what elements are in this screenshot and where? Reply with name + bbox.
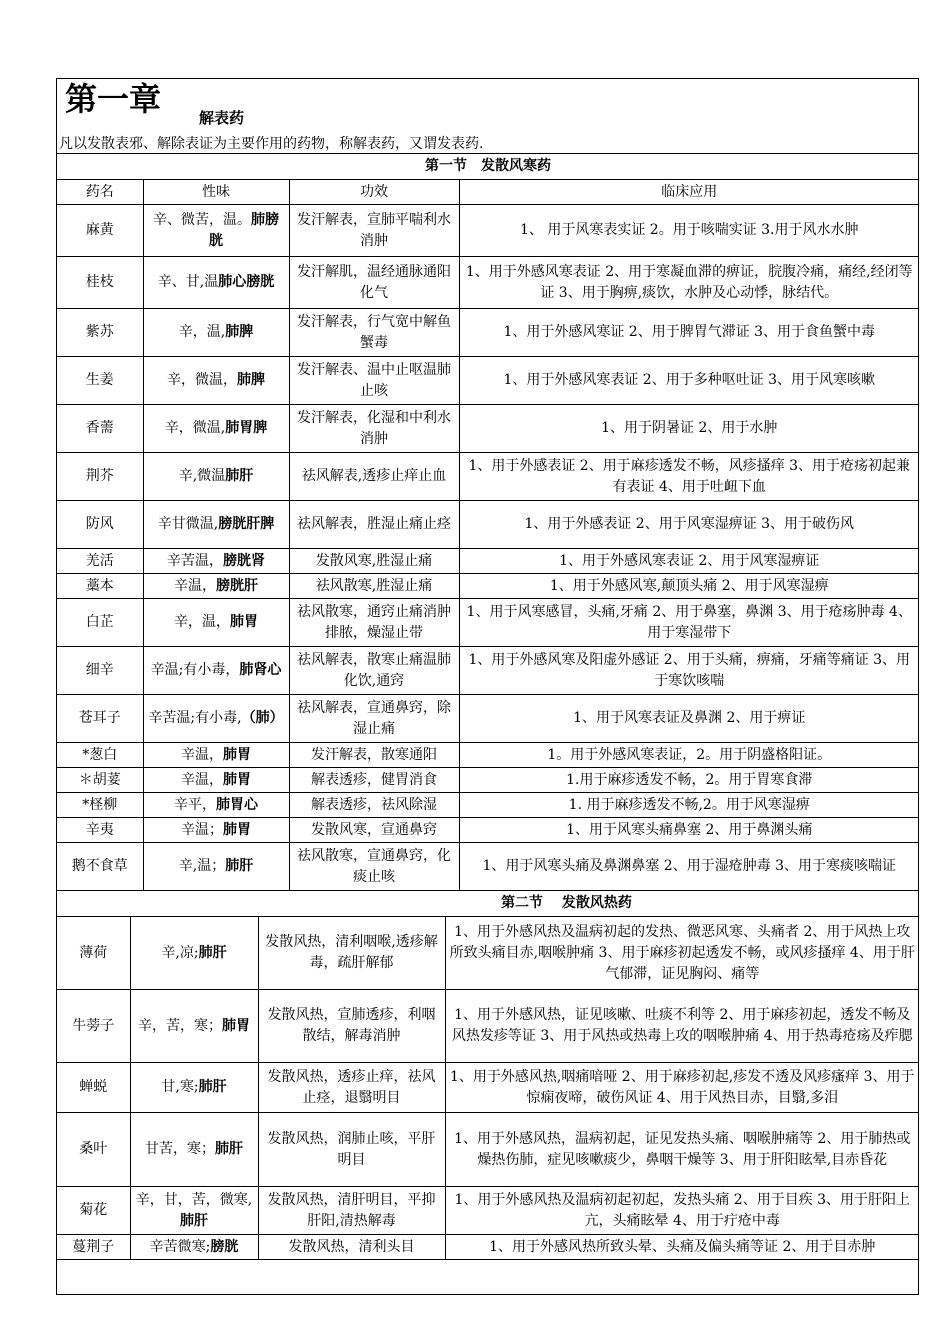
herb-meridian: （肺） (241, 710, 284, 726)
herb-taste: 辛温； (181, 821, 223, 838)
herb-taste: 辛温， (174, 577, 216, 594)
herb-meridian: 肺肾心 (239, 662, 282, 678)
table-row (57, 357, 919, 405)
herb-taste-meridian (143, 357, 289, 405)
herb-name: 鹅不食草 (57, 843, 143, 891)
table-row (57, 917, 919, 990)
herb-taste: 辛,凉; (161, 944, 199, 961)
herb-clinical-use: 1、用于外感风寒,颠顶头痛 2、用于风寒湿痹 (459, 574, 919, 599)
herb-taste-meridian (130, 1063, 258, 1113)
herb-taste-meridian (143, 574, 289, 599)
table-row (57, 843, 919, 891)
herb-taste: 辛温， (181, 771, 223, 788)
herb-name: *葱白 (57, 743, 143, 768)
herb-taste-meridian (143, 647, 289, 695)
herb-clinical-use: 1、用于外感风寒表证 2、用于多种呕吐证 3、用于风寒咳嗽 (459, 357, 919, 405)
herb-clinical-use: 1、用于外感表证 2、用于麻疹透发不畅，风疹搔痒 3、用于疮疡初起兼有表证 4、用于吐衄下血 (459, 453, 919, 501)
herb-effect: 发散风热，透疹止痒，祛风止痉，退翳明目 (258, 1063, 445, 1113)
herb-name: ＊胡荽 (57, 768, 143, 793)
herb-name: 蝉蜕 (57, 1063, 130, 1113)
table-header-row (57, 180, 919, 205)
herb-name: 薄荷 (57, 917, 130, 990)
herb-meridian: 膀胱肝脾 (218, 516, 275, 532)
herb-effect: 祛风解表，胜湿止痛止痉 (289, 501, 459, 549)
herb-taste-meridian (130, 917, 258, 990)
herb-taste: 辛、微苦，温。 (153, 211, 251, 228)
herb-taste-meridian (130, 1187, 258, 1235)
header-effect: 功效 (289, 180, 459, 205)
herb-meridian: 肺胃 (223, 771, 251, 788)
herb-clinical-use: 1、用于外感风寒表证 2、用于风寒湿痹证 (459, 549, 919, 574)
herb-name: 麻黄 (57, 205, 143, 257)
herb-name: 苍耳子 (57, 695, 143, 743)
herb-clinical-use: 1、用于风寒表证及鼻渊 2、用于痹证 (459, 695, 919, 743)
table-row (57, 743, 919, 768)
herb-clinical-use: 1、用于风寒感冒，头痛,牙痛 2、用于鼻塞，鼻渊 3、用于疮疡肿毒 4、用于寒湿带下 (459, 599, 919, 647)
header-name: 药名 (57, 180, 143, 205)
table-row (57, 793, 919, 818)
herb-clinical-use: 1、用于外感风热及温病初起的发热、微恶风寒、头痛者 2、用于风热上攻所致头痛目赤,咽喉肿痛 3、用于麻疹初起透发不畅，或风疹搔痒 4、用于肝气郁滞，证见胸闷、痛等 (445, 917, 919, 990)
herb-taste-meridian (143, 257, 289, 309)
herb-taste: 辛甘微温, (157, 516, 219, 532)
herb-name: 防风 (57, 501, 143, 549)
herb-taste: 辛，甘，苦，微寒, (135, 1191, 253, 1208)
herb-meridian: 肺胃 (222, 1017, 250, 1034)
herb-meridian: 肺胃脾 (225, 420, 268, 436)
herb-clinical-use: 1、用于外感表证 2、用于风寒湿痹证 3、用于破伤风 (459, 501, 919, 549)
herb-taste-meridian (143, 205, 289, 257)
herb-meridian: 肺胃 (223, 821, 251, 838)
herb-name: 桂枝 (57, 257, 143, 309)
herb-name: 藁本 (57, 574, 143, 599)
table-row (57, 1113, 919, 1187)
herb-clinical-use: 1、用于外感风热，温病初起，证见发热头痛、咽喉肿痛等 2、用于肺热或燥热伤肺，症见咳嗽痰少，鼻咽干燥等 3、用于肝阳眩晕,目赤昏花 (445, 1113, 919, 1187)
table-row (57, 501, 919, 549)
herb-meridian: 肺胃心 (216, 796, 258, 813)
herb-taste: 辛，微温， (167, 372, 237, 388)
section-2-title-row (57, 891, 919, 917)
herb-effect: 发散风热，清利头目 (258, 1235, 445, 1260)
herb-name: 牛蒡子 (57, 990, 130, 1063)
herb-clinical-use: 1、用于外感风热及温病初起初起，发热头痛 2、用于目疾 3、用于肝阳上亢，头痛眩晕 4、用于疔疮中毒 (445, 1187, 919, 1235)
table-row (57, 574, 919, 599)
herb-effect: 发散风热，清利咽喉,透疹解毒，疏肝解郁 (258, 917, 445, 990)
chapter-subtitle: 解表药 (199, 109, 245, 127)
herb-taste-meridian (130, 1235, 258, 1260)
herb-effect: 发散风热，润肺止咳，平肝明目 (258, 1113, 445, 1187)
herb-meridian: 肺脾 (225, 324, 254, 340)
herb-taste: 辛，微温, (164, 420, 226, 436)
table-row (57, 205, 919, 257)
herb-clinical-use: 1、 用于风寒表实证 2。用于咳喘实证 3.用于风水水肿 (459, 205, 919, 257)
herb-taste-meridian (143, 501, 289, 549)
table-row (57, 453, 919, 501)
herb-taste: 辛苦温， (167, 552, 223, 569)
table-row (57, 1063, 919, 1113)
herb-clinical-use: 1、用于外感风寒及阳虚外感证 2、用于头痛，痹痛，牙痛等痛证 3、用于寒饮咳喘 (459, 647, 919, 695)
herb-taste-meridian (143, 453, 289, 501)
herb-effect: 发汗解表、温中止呕温肺止咳 (289, 357, 459, 405)
herb-taste-meridian (143, 599, 289, 647)
herb-taste-meridian (143, 768, 289, 793)
herb-taste: 辛温， (181, 746, 223, 763)
herb-name: 菊花 (57, 1187, 130, 1235)
table-row (57, 818, 919, 843)
herb-clinical-use: 1、用于风寒头痛鼻塞 2、用于鼻渊头痛 (459, 818, 919, 843)
herb-taste: 辛，苦，寒； (138, 1017, 222, 1034)
herb-taste: 辛，温， (174, 614, 230, 630)
section-1-title-row (57, 154, 919, 180)
herb-taste-meridian (143, 743, 289, 768)
herb-clinical-use: 1. 用于麻疹透发不畅,2。用于风寒湿痹 (459, 793, 919, 818)
herb-clinical-use: 1、用于外感风寒表证 2、用于寒凝血滞的痹证，脘腹冷痛，痛经,经闭等证 3、用于胸痹,痰饮，水肿及心动悸，脉结代。 (459, 257, 919, 309)
herb-taste-meridian (143, 309, 289, 357)
herb-effect: 发汗解表，宣肺平喘利水消肿 (289, 205, 459, 257)
section-1-title: 第一节 发散风寒药 (57, 154, 919, 180)
herb-taste: 辛、甘,温 (157, 274, 219, 290)
herb-clinical-use: 1、用于风寒头痛及鼻渊鼻塞 2、用于湿疮肿毒 3、用于寒痰咳喘证 (459, 843, 919, 891)
herb-name: 生姜 (57, 357, 143, 405)
herb-taste: 甘苦，寒； (145, 1141, 215, 1157)
header-taste: 性味 (143, 180, 289, 205)
herb-taste: 辛平， (174, 796, 216, 813)
herb-clinical-use: 1.用于麻疹透发不畅，2。用于胃寒食滞 (459, 768, 919, 793)
table-row (57, 309, 919, 357)
herb-clinical-use: 1、用于外感风热,咽痛喑哑 2、用于麻疹初起,疹发不透及风疹瘙痒 3、用于惊痫夜啼，破伤风证 4、用于风热目赤，目翳,多泪 (445, 1063, 919, 1113)
herb-name: 羌活 (57, 549, 143, 574)
table-row (57, 599, 919, 647)
herb-meridian: 肺肝 (198, 944, 227, 961)
herb-clinical-use: 1、用于外感风热，证见咳嗽、吐痰不利等 2、用于麻疹初起，透发不畅及风热发疹等证 3、用于风热或热毒上攻的咽喉肿痛 4、用于热毒疮疡及痄腮 (445, 990, 919, 1063)
herb-name: 辛夷 (57, 818, 143, 843)
table-row (57, 695, 919, 743)
herb-effect: 发散风寒，宣通鼻窍 (289, 818, 459, 843)
herb-taste: 辛温;有小毒， (150, 662, 240, 678)
herb-taste-meridian (143, 793, 289, 818)
herb-name: 蔓荆子 (57, 1235, 130, 1260)
herb-name: 细辛 (57, 647, 143, 695)
table-section-1 (57, 154, 919, 891)
herb-taste-meridian (130, 1113, 258, 1187)
herb-meridian: 肺脾 (237, 372, 265, 388)
herb-effect: 发汗解表，行气宽中解鱼蟹毒 (289, 309, 459, 357)
section-2-title: 第二节 发散风热药 (57, 891, 919, 917)
herb-name: *柽柳 (57, 793, 143, 818)
herb-meridian: 肺肝 (198, 1079, 227, 1095)
table-row (57, 257, 919, 309)
herb-name: 白芷 (57, 599, 143, 647)
herb-meridian: 膀胱肾 (223, 552, 265, 569)
header-use: 临床应用 (459, 180, 919, 205)
herb-meridian: 肺胃 (230, 614, 258, 630)
herb-meridian: 肺肝 (180, 1212, 208, 1229)
herb-effect: 发散风热，清肝明目，平抑肝阳,清热解毒 (258, 1187, 445, 1235)
herb-clinical-use: 1、用于外感风寒证 2、用于脾胃气滞证 3、用于食鱼蟹中毒 (459, 309, 919, 357)
table-section-2 (57, 891, 919, 1260)
table-row (57, 549, 919, 574)
herb-clinical-use: 1、用于外感风热所致头晕、头痛及偏头痛等证 2、用于目赤肿 (445, 1235, 919, 1260)
herb-taste: 辛苦温;有小毒, (148, 710, 242, 726)
herb-taste-meridian (143, 843, 289, 891)
herb-meridian: 肺肝 (225, 468, 254, 484)
herb-effect: 发散风热，宣肺透疹，利咽散结，解毒消肿 (258, 990, 445, 1063)
herb-effect: 解表透疹，健胃消食 (289, 768, 459, 793)
herb-meridian: 膀胱肝 (216, 577, 258, 594)
herb-effect: 祛风解表，散寒止痛温肺化饮,通窍 (289, 647, 459, 695)
herb-name: 香薷 (57, 405, 143, 453)
herb-taste: 辛,微温 (178, 468, 226, 484)
table-row (57, 1187, 919, 1235)
chapter-header (57, 79, 918, 154)
herb-meridian: 肺胃 (223, 746, 251, 763)
herb-effect: 发汗解表，散寒通阳 (289, 743, 459, 768)
table-row (57, 768, 919, 793)
herb-clinical-use: 1、用于阴暑证 2、用于水肿 (459, 405, 919, 453)
herb-taste-meridian (143, 405, 289, 453)
herb-name: 荆芥 (57, 453, 143, 501)
herb-meridian: 肺膀胱 (209, 211, 279, 249)
herb-effect: 发汗解表，化湿和中利水消肿 (289, 405, 459, 453)
herb-name: 紫苏 (57, 309, 143, 357)
herb-effect: 解表透疹，祛风除湿 (289, 793, 459, 818)
herb-taste: 辛苦微寒; (149, 1238, 211, 1255)
chapter-intro: 凡以发散表邪、解除表证为主要作用的药物，称解表药，又谓发表药. (59, 136, 484, 152)
herb-effect: 发汗解肌，温经通脉通阳化气 (289, 257, 459, 309)
herb-taste-meridian (143, 818, 289, 843)
herb-effect: 祛风散寒，通窍止痛消肿排脓，燥湿止带 (289, 599, 459, 647)
herb-taste: 辛,温； (178, 858, 226, 874)
herb-taste: 甘,寒; (161, 1079, 199, 1095)
herb-effect: 祛风散寒，宣通鼻窍，化痰止咳 (289, 843, 459, 891)
herb-taste-meridian (143, 549, 289, 574)
table-row (57, 990, 919, 1063)
table-row (57, 647, 919, 695)
herb-taste-meridian (143, 695, 289, 743)
herb-effect: 祛风解表，宣通鼻窍，除湿止痛 (289, 695, 459, 743)
chapter-title: 第一章 (65, 80, 162, 118)
herb-clinical-use: 1。用于外感风寒表证，2。用于阴盛格阳证。 (459, 743, 919, 768)
herb-taste-meridian (130, 990, 258, 1063)
herb-meridian: 肺肝 (215, 1141, 243, 1157)
document-frame (56, 78, 919, 1295)
herb-effect: 祛风散寒,胜湿止痛 (289, 574, 459, 599)
herb-meridian: 肺肝 (225, 858, 254, 874)
table-row (57, 1235, 919, 1260)
herb-effect: 发散风寒,胜湿止痛 (289, 549, 459, 574)
herb-taste: 辛，温, (178, 324, 226, 340)
herb-meridian: 膀胱 (210, 1238, 239, 1255)
herb-meridian: 肺心膀胱 (218, 274, 275, 290)
herb-name: 桑叶 (57, 1113, 130, 1187)
table-row (57, 405, 919, 453)
herb-effect: 祛风解表,透疹止痒止血 (289, 453, 459, 501)
